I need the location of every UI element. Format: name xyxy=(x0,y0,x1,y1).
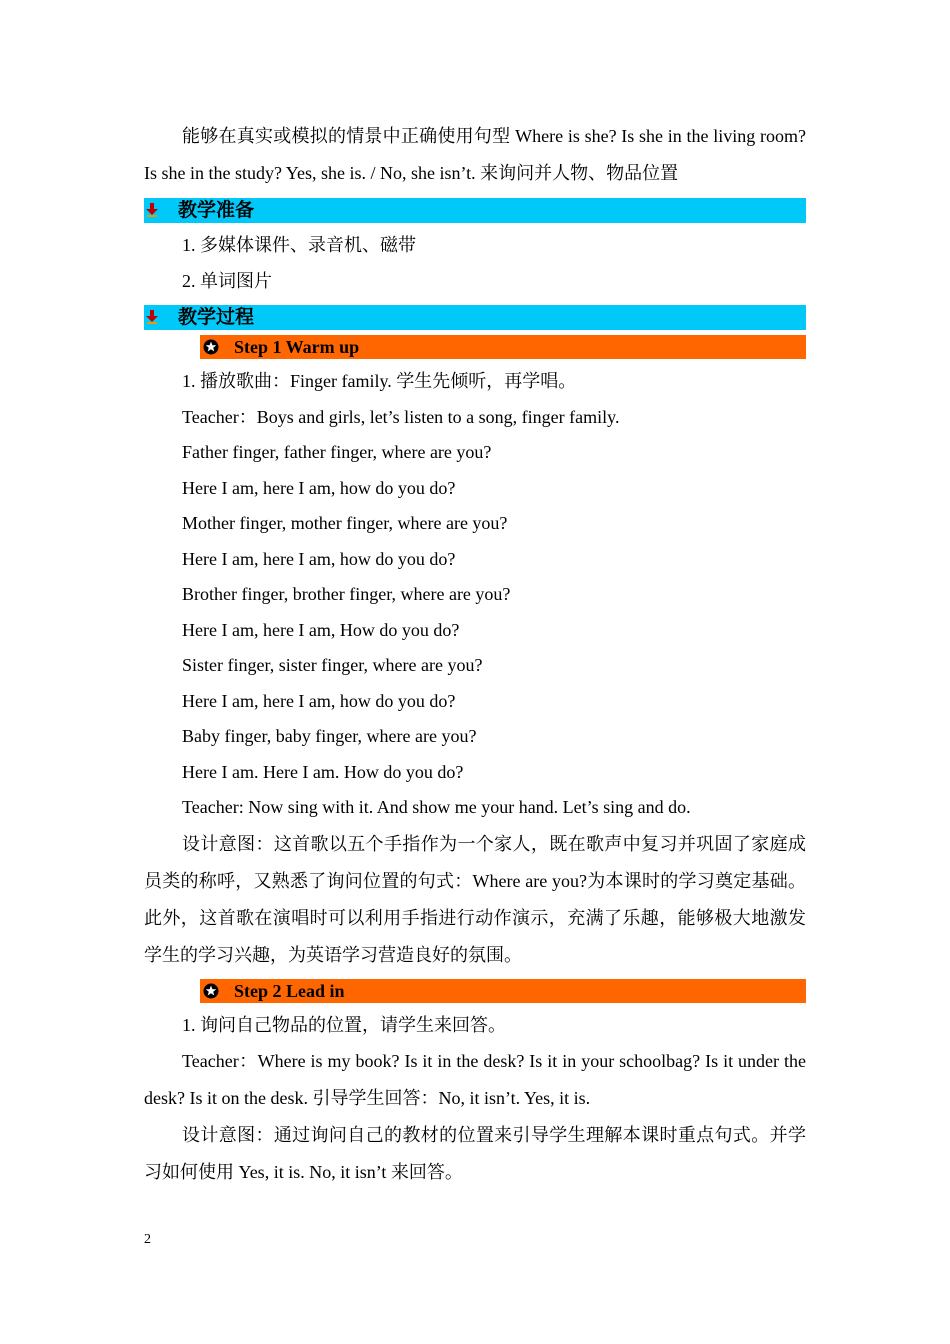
step1-lines xyxy=(144,364,806,826)
step1-line: Here I am, here I am, How do you do? xyxy=(182,619,460,640)
page-number: 2 xyxy=(144,1232,151,1247)
prep-item-2: 2. 单词图片 xyxy=(182,270,272,291)
step2-teacher-paragraph: Teacher：Where is my book? Is it in the desk? Is it in your schoolbag? Is it under the desk? Is it on the desk. 引导学生回答：No, it isn’t. Yes, it is. xyxy=(144,1051,806,1108)
step1-line: Teacher: Now sing with it. And show me your hand. Let’s sing and do. xyxy=(182,797,691,817)
step2-title: Step 2 Lead in xyxy=(234,980,345,1001)
step1-line: Here I am, here I am, how do you do? xyxy=(182,477,456,498)
step1-header xyxy=(200,335,806,359)
section-title-process: 教学过程 xyxy=(178,306,255,328)
step1-line: Here I am, here I am, how do you do? xyxy=(182,690,456,711)
star-circle-icon xyxy=(203,339,219,355)
step1-line: Here I am. Here I am. How do you do? xyxy=(182,761,464,782)
section-title-prep: 教学准备 xyxy=(178,199,255,221)
step1-line: 1. 播放歌曲：Finger family. 学生先倾听，再学唱。 xyxy=(182,371,577,391)
document-page xyxy=(144,118,806,1191)
section-header-prep xyxy=(144,198,806,223)
arrow-down-icon xyxy=(146,310,158,324)
step2-header xyxy=(200,979,806,1003)
section-header-process xyxy=(144,305,806,330)
step2-design-note: 设计意图：通过询问自己的教材的位置来引导学生理解本课时重点句式。并学习如何使用 Yes, it is. No, it isn’t 来回答。 xyxy=(144,1125,806,1182)
step1-line: Here I am, here I am, how do you do? xyxy=(182,548,456,569)
step1-line: Sister finger, sister finger, where are you? xyxy=(182,655,483,675)
step1-line: Brother finger, brother finger, where are you? xyxy=(182,584,511,604)
arrow-down-icon xyxy=(146,203,158,217)
step1-line: Father finger, father finger, where are you? xyxy=(182,442,492,462)
step1-design-note: 设计意图：这首歌以五个手指作为一个家人，既在歌声中复习并巩固了家庭成员类的称呼，又熟悉了询问位置的句式：Where are you?为本课时的学习奠定基础。此外，这首歌在演唱时可以利用手指进行动作演示，充满了乐趣，能够极大地激发学生的学习兴趣，为英语学习营造良好的氛围。 xyxy=(144,833,806,965)
prep-item-1: 1. 多媒体课件、录音机、磁带 xyxy=(182,235,416,255)
step1-line: Baby finger, baby finger, where are you? xyxy=(182,726,477,746)
step1-title: Step 1 Warm up xyxy=(234,337,360,357)
step1-line: Teacher：Boys and girls, let’s listen to a song, finger family. xyxy=(182,406,620,427)
step1-line: Mother finger, mother finger, where are you? xyxy=(182,513,508,533)
intro-paragraph: 能够在真实或模拟的情景中正确使用句型 Where is she? Is she in the living room? Is she in the study? Yes, she is. / No, she isn’t. 来询问并人物、物品位置 xyxy=(144,126,806,183)
star-circle-icon xyxy=(203,983,219,999)
step2-line-1: 1. 询问自己物品的位置，请学生来回答。 xyxy=(182,1014,506,1035)
